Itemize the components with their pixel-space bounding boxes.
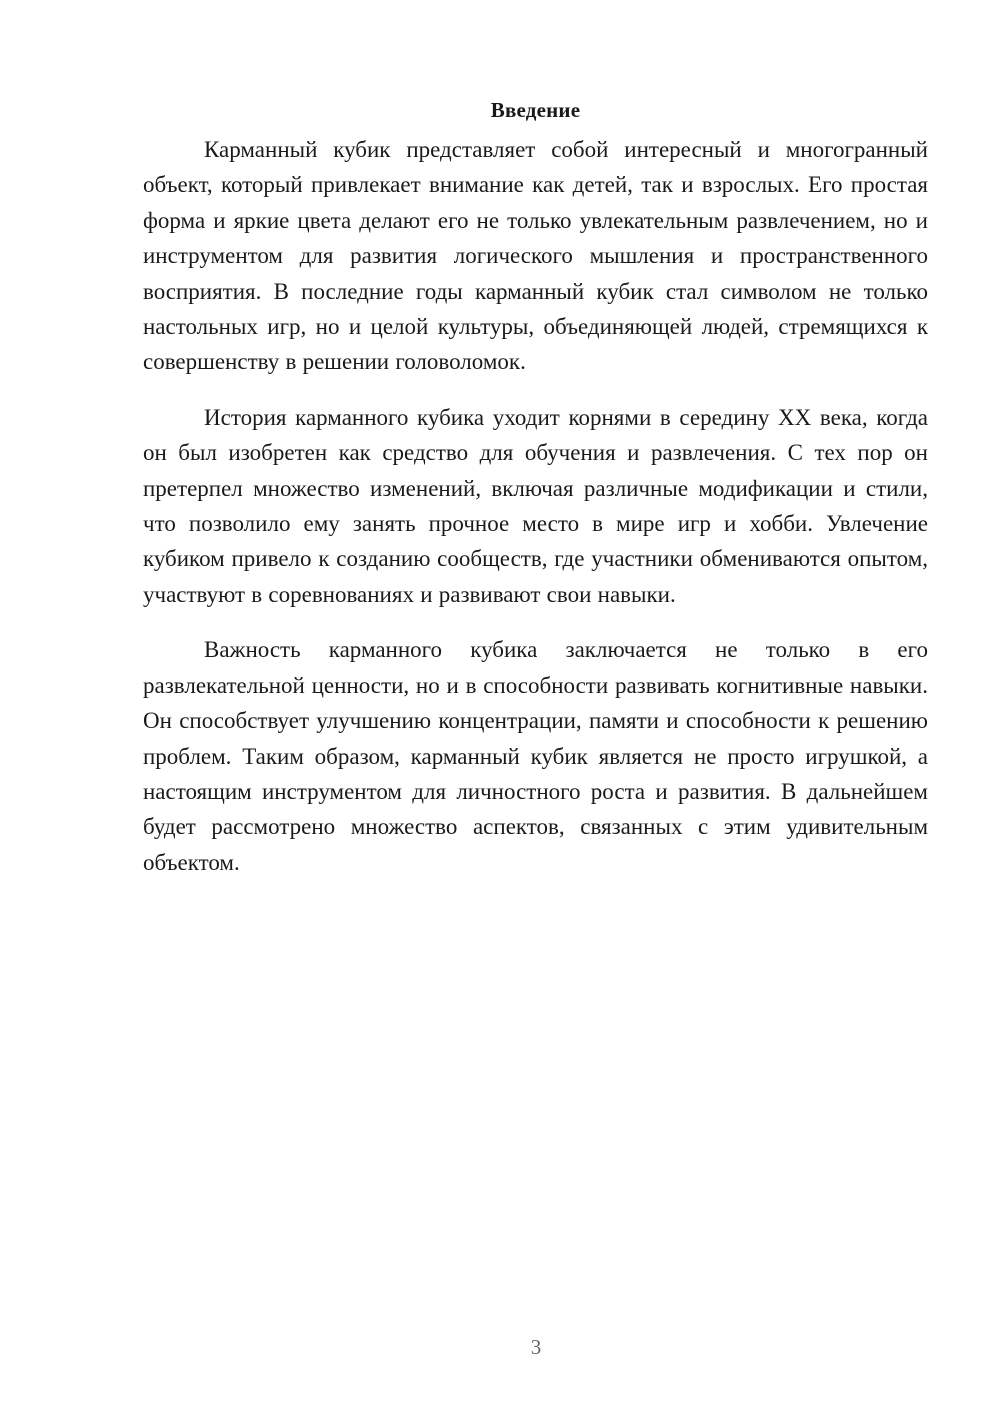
paragraph-importance: Важность карманного кубика заключается не только в его развлекательной ценности, но и в способности развивать когнитивные навыки. Он способствует улучшению концентрации, памяти и способности к решению проблем. Таким образом, карманный кубик является не просто игрушкой, а настоящим инструментом для личностного роста и развития. В дальнейшем будет рассмотрено множество аспектов, связанных с этим удивительным объектом.	[143, 637, 928, 875]
section-heading: Введение	[490, 98, 581, 122]
page-content	[143, 92, 928, 900]
paragraph-history: История карманного кубика уходит корнями в середину XX века, когда он был изобретен как средство для обучения и развлечения. С тех пор он претерпел множество изменений, включая различные модификации и стили, что позволило ему занять прочное место в мире игр и хобби. Увлечение кубиком привело к созданию сообществ, где участники обмениваются опытом, участвуют в соревнованиях и развивают свои навыки.	[143, 404, 928, 607]
page-number: 3	[530, 1335, 542, 1359]
paragraph-intro: Карманный кубик представляет собой интересный и многогранный объект, который привлекает внимание как детей, так и взрослых. Его простая форма и яркие цвета делают его не только увлекательным развлечением, но и инструментом для развития логического мышления и пространственного восприятия. В последние годы карманный кубик стал символом не только настольных игр, но и целой культуры, объединяющей людей, стремящихся к совершенству в решении головоломок.	[143, 137, 928, 375]
